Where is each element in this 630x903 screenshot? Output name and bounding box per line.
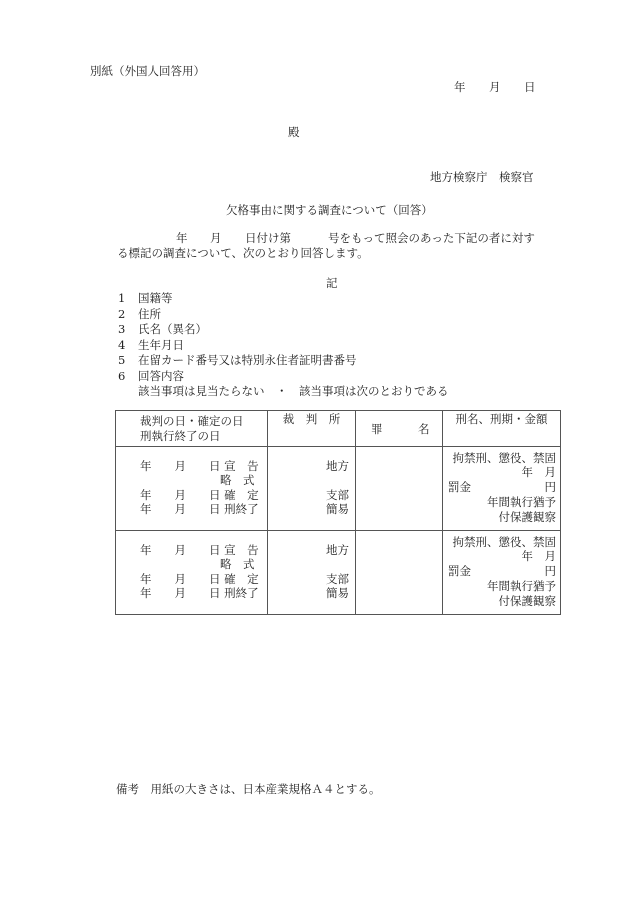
- addressee-suffix: 殿: [288, 125, 300, 139]
- answer-options: 該当事項は見当たらない ・ 該当事項は次のとおりである: [138, 384, 449, 398]
- court-cell: 地方 支部 簡易: [268, 531, 356, 615]
- date-cell: 年 月 日 宣 告 略 式 年 月 日 確 定 年 月 日 刑終了: [116, 531, 268, 615]
- ref-day: 日付け第: [245, 231, 291, 245]
- table-row: [116, 531, 561, 615]
- ref-rest: 号をもって照会のあった下記の者に対す: [328, 231, 535, 245]
- body-line2: る標記の調査について、次のとおり回答します。: [117, 246, 369, 260]
- table-row: [116, 447, 561, 531]
- header-date: 裁判の日・確定の日 刑執行終了の日: [116, 411, 268, 447]
- document-title: 欠格事由に関する調査について（回答）: [226, 203, 433, 217]
- date-day: 日: [524, 80, 536, 94]
- sentence-cell: 拘禁刑、懲役、禁固 年 月 罰金 円 年間執行猶予 付保護観察: [443, 531, 561, 615]
- header-sentence: 刑名、刑期・金額: [443, 411, 561, 447]
- ref-month: 月: [210, 231, 222, 245]
- list-item: 6 回答内容: [118, 368, 184, 383]
- list-item: 5 在留カード番号又は特別永住者証明書番号: [118, 353, 357, 367]
- header-court: 裁 判 所: [268, 411, 356, 447]
- court-cell: 地方 支部 簡易: [268, 447, 356, 531]
- note: 備考 用紙の大きさは、日本産業規格Ａ４とする。: [116, 782, 381, 796]
- header-crime: 罪 名: [356, 411, 443, 447]
- result-table: [115, 410, 561, 615]
- ref-year: 年: [176, 231, 188, 245]
- sender: 地方検察庁 検察官: [430, 170, 534, 184]
- date-month: 月: [489, 80, 501, 94]
- crime-cell: [356, 447, 443, 531]
- table-header-row: [116, 411, 561, 447]
- sentence-cell: 拘禁刑、懲役、禁固 年 月 罰金 円 年間執行猶予 付保護観察: [443, 447, 561, 531]
- list-item: 1 国籍等: [118, 291, 173, 305]
- crime-cell: [356, 531, 443, 615]
- date-year: 年: [454, 80, 466, 94]
- list-item: 4 生年月日: [118, 337, 184, 352]
- list-item: 2 住所: [118, 306, 161, 321]
- list-item: 3 氏名（異名）: [118, 322, 207, 336]
- attachment-label: 別紙（外国人回答用）: [90, 64, 205, 78]
- item-list: [118, 291, 449, 400]
- date-cell: 年 月 日 宣 告 略 式 年 月 日 確 定 年 月 日 刑終了: [116, 447, 268, 531]
- ki-heading: 記: [326, 276, 338, 290]
